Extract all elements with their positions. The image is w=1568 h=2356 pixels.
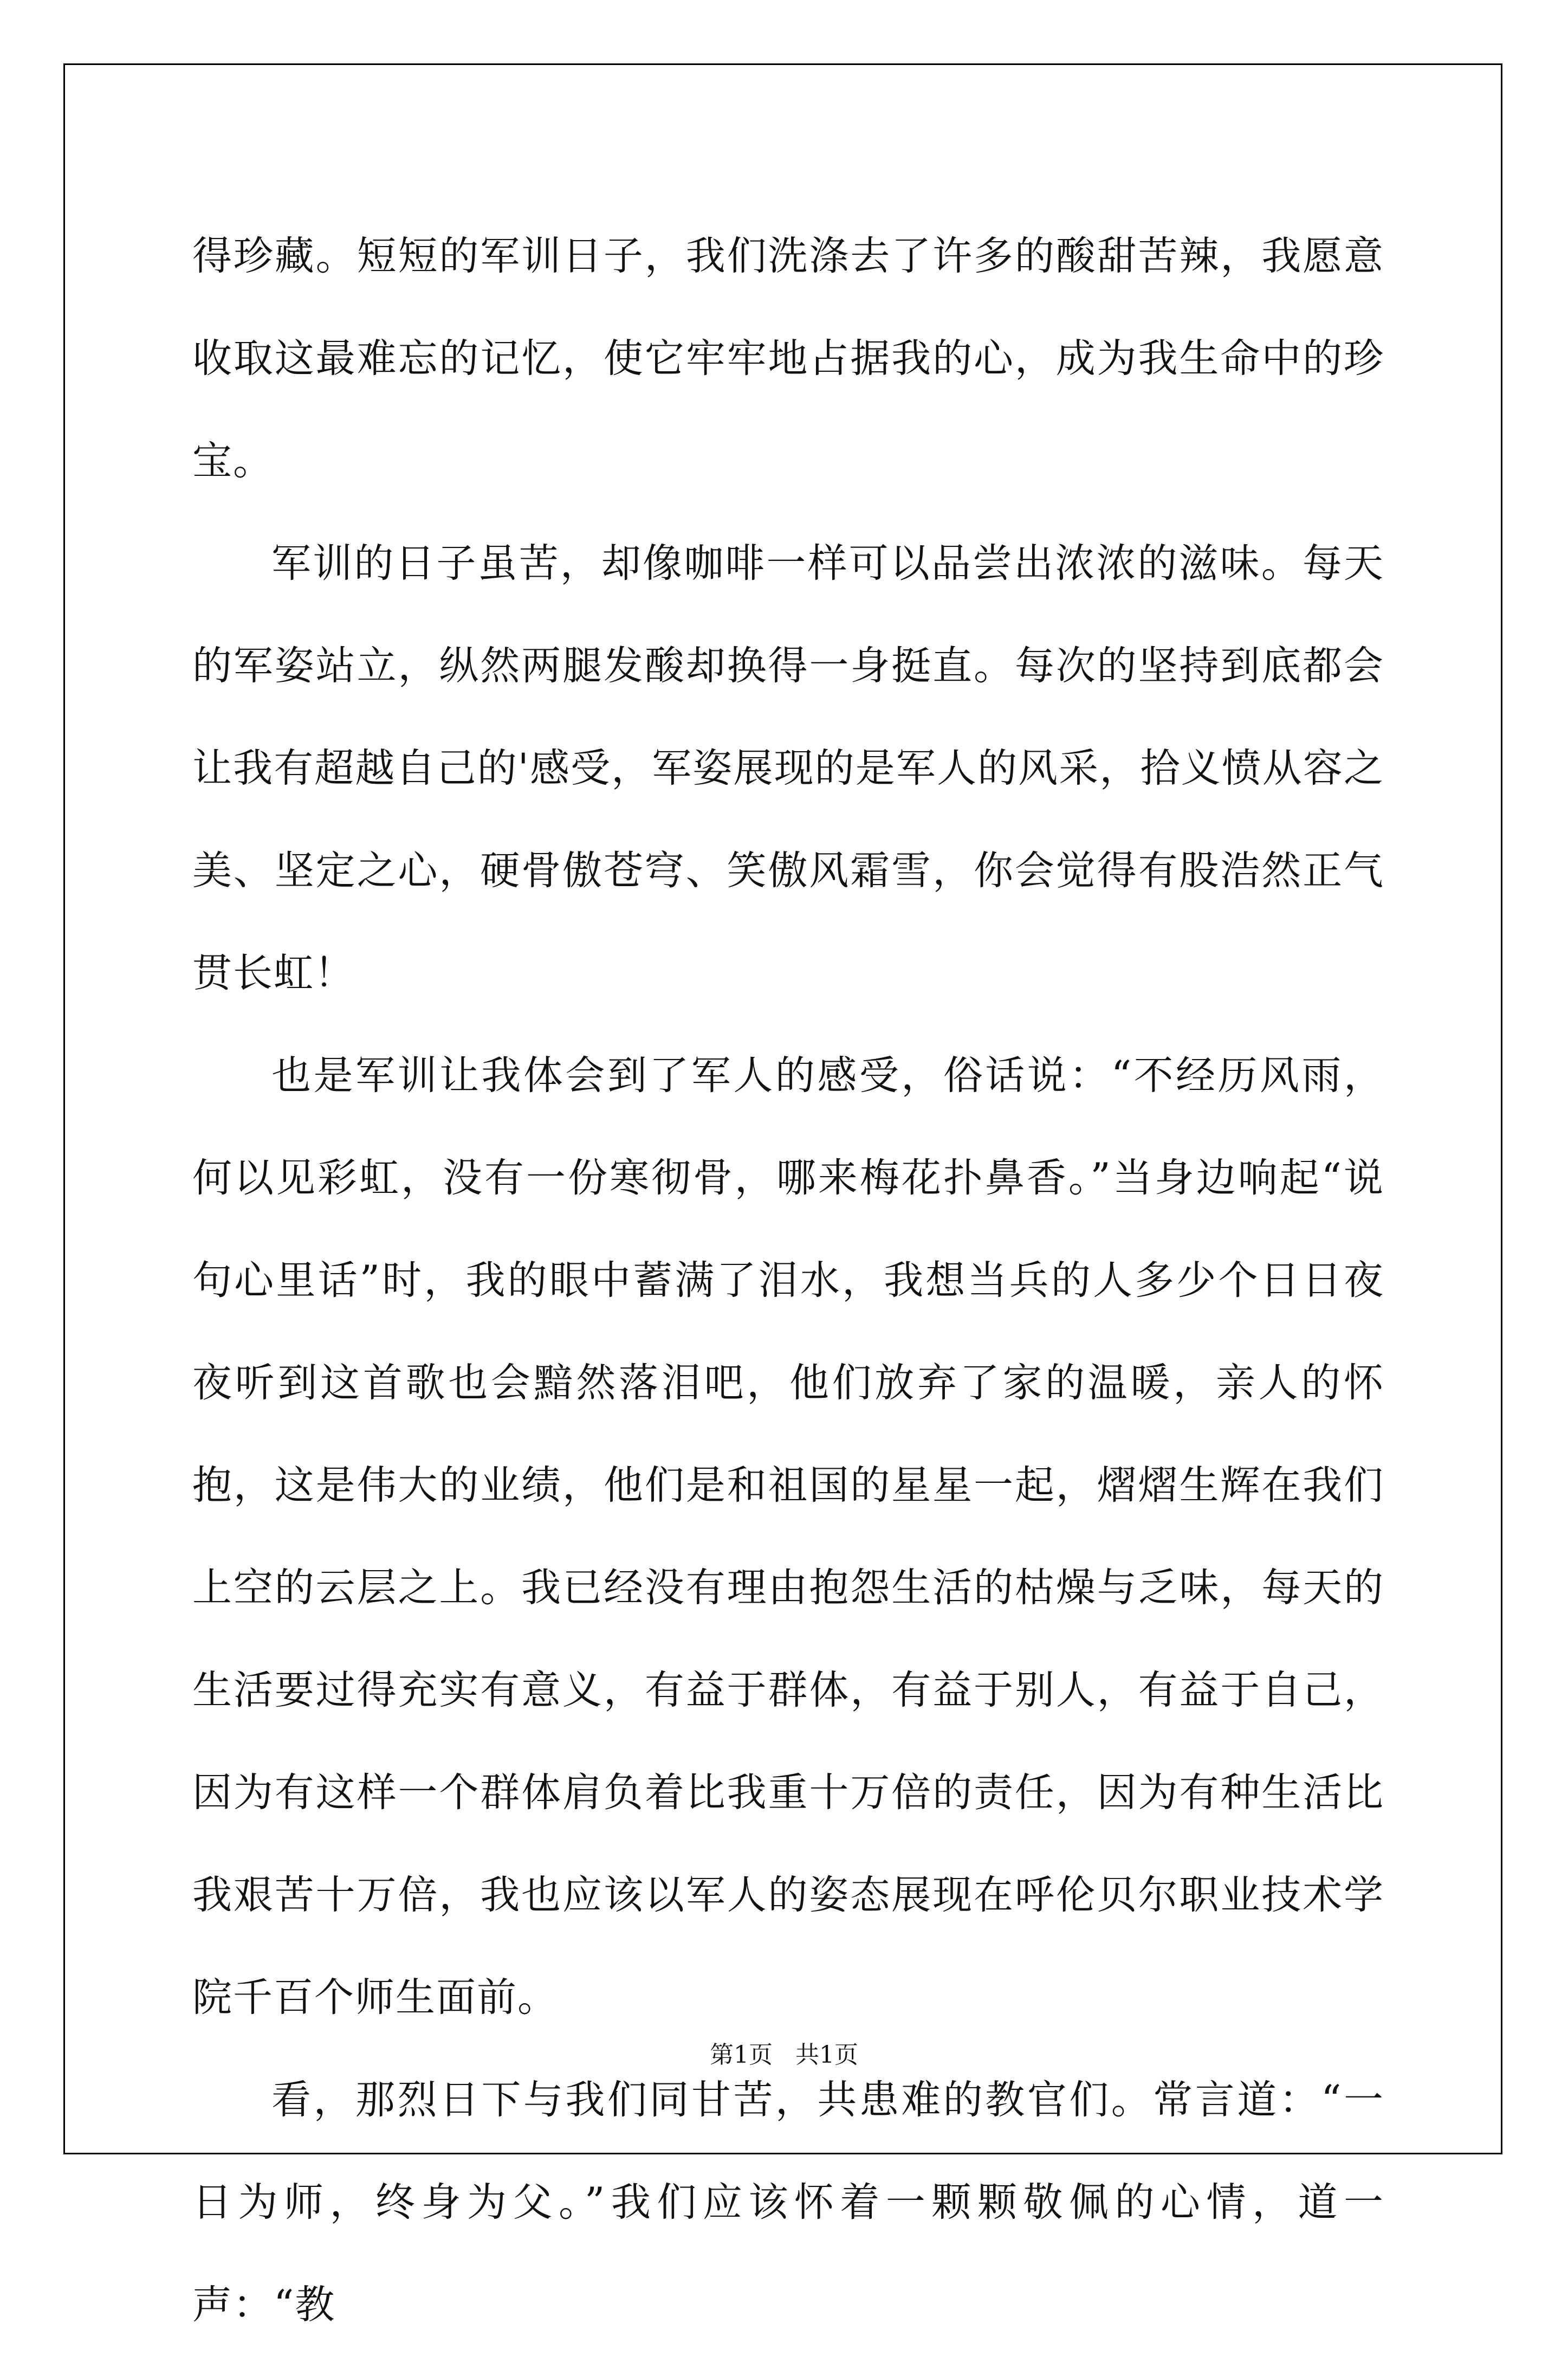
paragraph-4: 看，那烈日下与我们同甘苦，共患难的教官们。常言道：“一日为师，终身为父。”我们应该怀着一颗颗敬佩的心情，道一声：“教	[192, 2077, 1384, 2328]
document-body	[192, 205, 1384, 2356]
paragraph-2: 军训的日子虽苦，却像咖啡一样可以品尝出浓浓的滋味。每天的军姿站立，纵然两腿发酸却换得一身挺直。每次的坚持到底都会让我有超越自己的'感受，军姿展现的是军人的风采，拾义愤从容之美、坚定之心，硬骨傲苍穹、笑傲风霜雪，你会觉得有股浩然正气贯长虹！	[192, 540, 1384, 996]
paragraph-3: 也是军训让我体会到了军人的感受，俗话说：“不经历风雨，何以见彩虹，没有一份寒彻骨，哪来梅花扑鼻香。”当身边响起“说句心里话”时，我的眼中蓄满了泪水，我想当兵的人多少个日日夜夜听到这首歌也会黯然落泪吧，他们放弃了家的温暖，亲人的怀抱，这是伟大的业绩，他们是和祖国的星星一起，熠熠生辉在我们上空的云层之上。我已经没有理由抱怨生活的枯燥与乏味，每天的生活要过得充实有意义，有益于群体，有益于别人，有益于自己，因为有这样一个群体肩负着比我重十万倍的责任，因为有种生活比我艰苦十万倍，我也应该以军人的姿态展现在呼伦贝尔职业技术学院千百个师生面前。	[192, 1053, 1384, 2021]
paragraph-1: 得珍藏。短短的军训日子，我们洗涤去了许多的酸甜苦辣，我愿意收取这最难忘的记忆，使它牢牢地占据我的心，成为我生命中的珍宝。	[192, 233, 1384, 484]
page-number-footer: 第1页 共1页	[710, 2041, 858, 2069]
